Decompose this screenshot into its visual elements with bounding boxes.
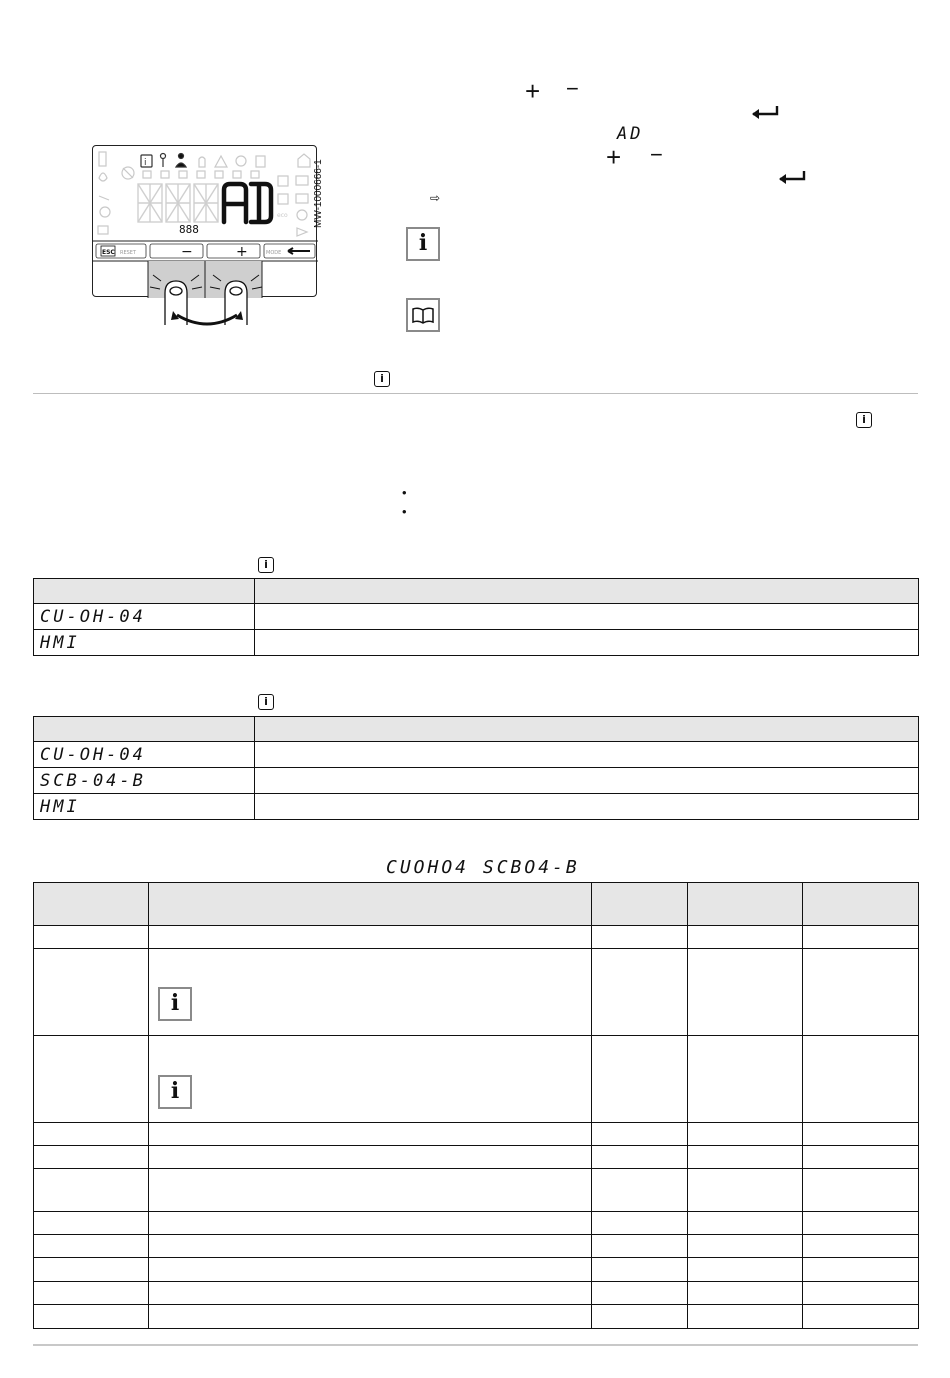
table-row — [34, 1282, 919, 1305]
table-row — [34, 1123, 919, 1146]
table-row: HMI — [34, 794, 919, 820]
table-row — [34, 1212, 919, 1235]
display-ad-glyph — [224, 184, 271, 222]
plus-symbol: + — [525, 76, 541, 106]
table-row: CU-OH-04 — [34, 742, 919, 768]
enter-icon — [750, 104, 780, 120]
table-row — [34, 926, 919, 949]
table-1 — [33, 578, 919, 656]
icon-strip — [141, 154, 186, 169]
enter-icon-2 — [777, 169, 807, 185]
svg-text:RESET: RESET — [120, 250, 137, 256]
result-arrow: ⇨ — [430, 191, 441, 205]
svg-text:−: − — [181, 244, 193, 260]
svg-text:MODE: MODE — [266, 250, 282, 256]
info-icon-large: i — [406, 227, 440, 261]
button-label-strip — [96, 244, 315, 260]
info-icon-small-1: i — [374, 371, 390, 387]
fingers-press-drawing — [145, 265, 265, 335]
code-ad-inline: AD — [617, 124, 644, 144]
svg-text:ESC: ESC — [102, 249, 115, 256]
book-icon — [406, 298, 440, 332]
table-row: HMI — [34, 630, 919, 656]
footer-rule — [33, 1344, 918, 1346]
table-row — [34, 1235, 919, 1258]
table-row — [34, 1258, 919, 1282]
section-divider — [33, 393, 918, 394]
svg-text:eco: eco — [277, 212, 288, 219]
table-2 — [33, 716, 919, 820]
minus-symbol-2: − — [650, 142, 663, 167]
info-icon-small-2: i — [856, 412, 872, 428]
figure-code: MW-1000666-1 — [313, 159, 324, 228]
minus-symbol: − — [566, 76, 579, 101]
table-row — [34, 1169, 919, 1212]
bullet-2: • — [402, 504, 407, 519]
table-row — [34, 1036, 919, 1123]
small-digits-888: 888 — [179, 223, 199, 236]
table-3 — [33, 882, 919, 1329]
table-row — [34, 1305, 919, 1329]
bullet-1: • — [402, 485, 407, 500]
info-icon-row: i — [158, 1075, 192, 1109]
table-row — [34, 1146, 919, 1169]
table-row — [34, 949, 919, 1036]
section3-heading-codes: CUOHO4 SCBO4-B — [386, 857, 580, 878]
info-icon-row: i — [158, 987, 192, 1021]
plus-symbol-2: + — [606, 142, 622, 172]
info-icon-table2: i — [258, 694, 274, 710]
table-row: SCB-04-B — [34, 768, 919, 794]
svg-text:+: + — [236, 244, 248, 260]
table-row: CU-OH-04 — [34, 604, 919, 630]
info-icon-table1: i — [258, 557, 274, 573]
svg-text:i: i — [144, 158, 147, 168]
